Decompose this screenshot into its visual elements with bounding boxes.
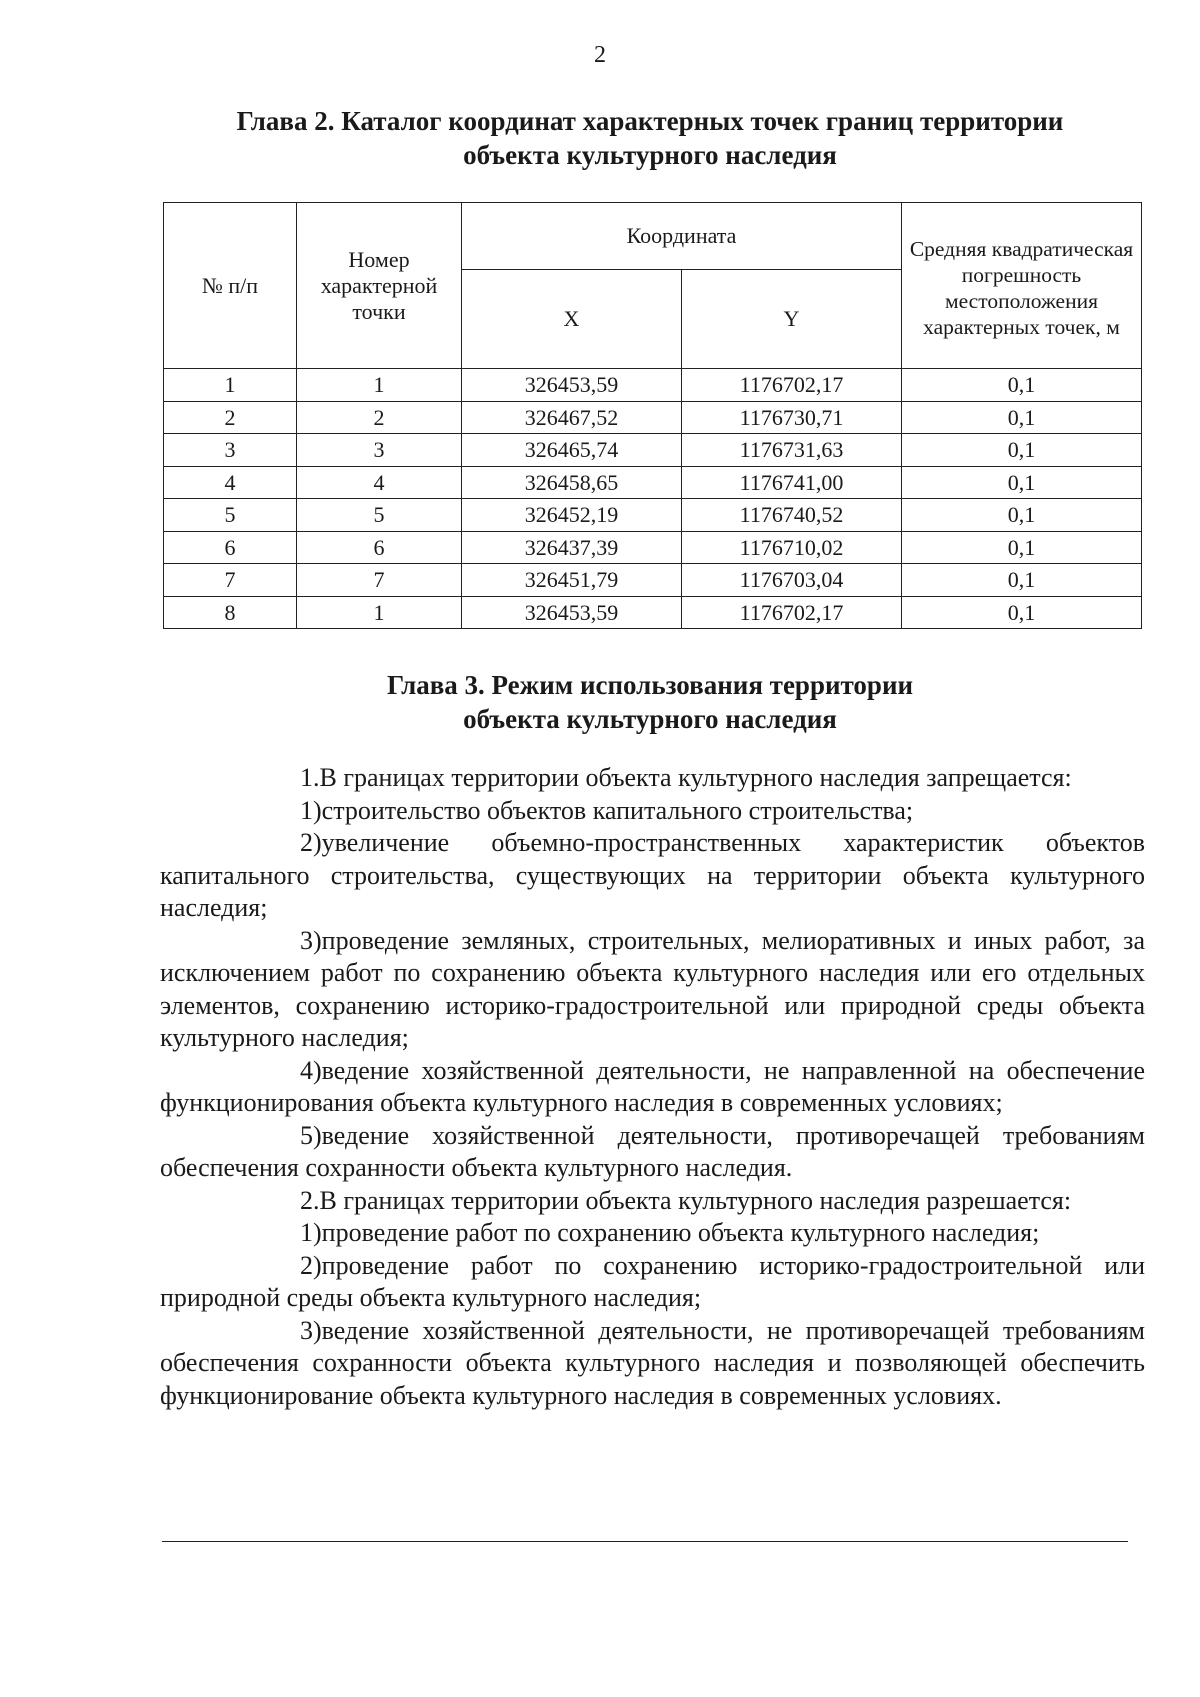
chapter-3-title	[150, 668, 1150, 736]
y-cell: 1176730,71	[682, 401, 902, 434]
list-item	[160, 1217, 1145, 1250]
list-item-number: 1)	[300, 795, 322, 825]
point-num-cell: 6	[297, 531, 462, 564]
list-item-text: строительство объектов капитального строительства;	[321, 795, 914, 825]
row-num-cell: 3	[164, 434, 297, 467]
y-cell: 1176702,17	[682, 596, 902, 629]
table-row	[164, 434, 1142, 467]
table-row	[164, 596, 1142, 629]
list-item	[160, 1120, 1145, 1185]
point-num-cell: 7	[297, 564, 462, 597]
list-item-number: 3)	[300, 1315, 322, 1345]
coordinates-table	[163, 202, 1142, 629]
error-cell: 0,1	[902, 369, 1142, 402]
list-item	[160, 1185, 1145, 1218]
y-cell: 1176703,04	[682, 564, 902, 597]
chapter-2-title	[150, 104, 1150, 172]
error-cell: 0,1	[902, 596, 1142, 629]
y-cell: 1176731,63	[682, 434, 902, 467]
list-item-text: В границах территории объекта культурного наследия разрешается:	[319, 1185, 1072, 1215]
chapter-3-body	[160, 762, 1145, 1412]
error-cell: 0,1	[902, 401, 1142, 434]
x-cell: 326465,74	[462, 434, 682, 467]
list-item-text: проведение земляных, строительных, мелиоративных и иных работ, за исключением работ по сохранению объекта культурного наследия или его отдельных элементов, сохранению историко-градостроительной или природной среды объекта культурного наследия;	[160, 925, 1145, 1052]
y-cell: 1176710,02	[682, 531, 902, 564]
header-num: № п/п	[164, 203, 297, 369]
list-item-text: проведение работ по сохранению объекта культурного наследия;	[321, 1218, 1040, 1247]
y-cell: 1176702,17	[682, 369, 902, 402]
point-num-cell: 1	[297, 369, 462, 402]
chapter-3-title-line-2: объекта культурного наследия	[463, 704, 837, 734]
table-row	[164, 531, 1142, 564]
table-row	[164, 564, 1142, 597]
header-point: Номер характерной точки	[297, 203, 462, 369]
chapter-3-title-line-1: Глава 3. Режим использования территории	[386, 670, 914, 700]
x-cell: 326451,79	[462, 564, 682, 597]
list-item	[160, 1315, 1145, 1413]
list-item-number: 1)	[300, 1218, 322, 1247]
coordinates-table-body	[164, 369, 1142, 629]
row-num-cell: 6	[164, 531, 297, 564]
list-item-number: 2.	[300, 1185, 320, 1215]
header-y: Y	[682, 270, 902, 369]
table-row	[164, 401, 1142, 434]
row-num-cell: 2	[164, 401, 297, 434]
row-num-cell: 7	[164, 564, 297, 597]
header-coordinate: Координата	[462, 203, 902, 270]
point-num-cell: 2	[297, 401, 462, 434]
list-item-text: проведение работ по сохранению историко-градостроительной или природной среды объекта культурного наследия;	[160, 1250, 1145, 1312]
error-cell: 0,1	[902, 434, 1142, 467]
list-item-number: 1.	[300, 763, 320, 792]
list-item	[160, 1250, 1145, 1315]
x-cell: 326437,39	[462, 531, 682, 564]
table-row	[164, 499, 1142, 532]
error-cell: 0,1	[902, 499, 1142, 532]
list-item	[160, 827, 1145, 925]
row-num-cell: 1	[164, 369, 297, 402]
error-cell: 0,1	[902, 564, 1142, 597]
list-item-text: ведение хозяйственной деятельности, не направленной на обеспечение функционирования объекта культурного наследия в современных условиях;	[160, 1055, 1145, 1117]
x-cell: 326452,19	[462, 499, 682, 532]
x-cell: 326458,65	[462, 466, 682, 499]
y-cell: 1176740,52	[682, 499, 902, 532]
list-item	[160, 762, 1145, 795]
x-cell: 326453,59	[462, 369, 682, 402]
point-num-cell: 1	[297, 596, 462, 629]
y-cell: 1176741,00	[682, 466, 902, 499]
row-num-cell: 8	[164, 596, 297, 629]
list-item-number: 2)	[300, 828, 322, 857]
list-item-number: 3)	[300, 925, 322, 955]
table-row	[164, 369, 1142, 402]
table-row	[164, 466, 1142, 499]
row-num-cell: 4	[164, 466, 297, 499]
point-num-cell: 3	[297, 434, 462, 467]
list-item-text: В границах территории объекта культурного наследия запрещается:	[319, 763, 1072, 792]
header-error: Средняя квадратическая погрешность местоположения характерных точек, м	[902, 203, 1142, 369]
row-num-cell: 5	[164, 499, 297, 532]
list-item-number: 2)	[300, 1250, 322, 1280]
list-item-text: увеличение объемно-пространственных характеристик объектов капитального строительства, существующих на территории объекта культурного наследия;	[160, 828, 1145, 922]
header-x: X	[462, 270, 682, 369]
chapter-2-title-line-1: Глава 2. Каталог координат характерных точек границ территории	[236, 106, 1064, 136]
list-item	[160, 1055, 1145, 1120]
footer-rule	[162, 1541, 1128, 1542]
x-cell: 326467,52	[462, 401, 682, 434]
error-cell: 0,1	[902, 466, 1142, 499]
list-item-text: ведение хозяйственной деятельности, не противоречащей требованиям обеспечения сохранности объекта культурного наследия и позволяющей обеспечить функционирование объекта культурного наследия в современных условиях.	[160, 1315, 1145, 1410]
x-cell: 326453,59	[462, 596, 682, 629]
list-item	[160, 795, 1145, 828]
chapter-2-title-line-2: объекта культурного наследия	[463, 140, 837, 170]
list-item-number: 5)	[300, 1120, 322, 1150]
point-num-cell: 4	[297, 466, 462, 499]
point-num-cell: 5	[297, 499, 462, 532]
page-number: 2	[594, 42, 606, 68]
list-item	[160, 925, 1145, 1055]
list-item-text: ведение хозяйственной деятельности, противоречащей требованиям обеспечения сохранности объекта культурного наследия.	[160, 1120, 1145, 1182]
error-cell: 0,1	[902, 531, 1142, 564]
list-item-number: 4)	[300, 1055, 322, 1085]
